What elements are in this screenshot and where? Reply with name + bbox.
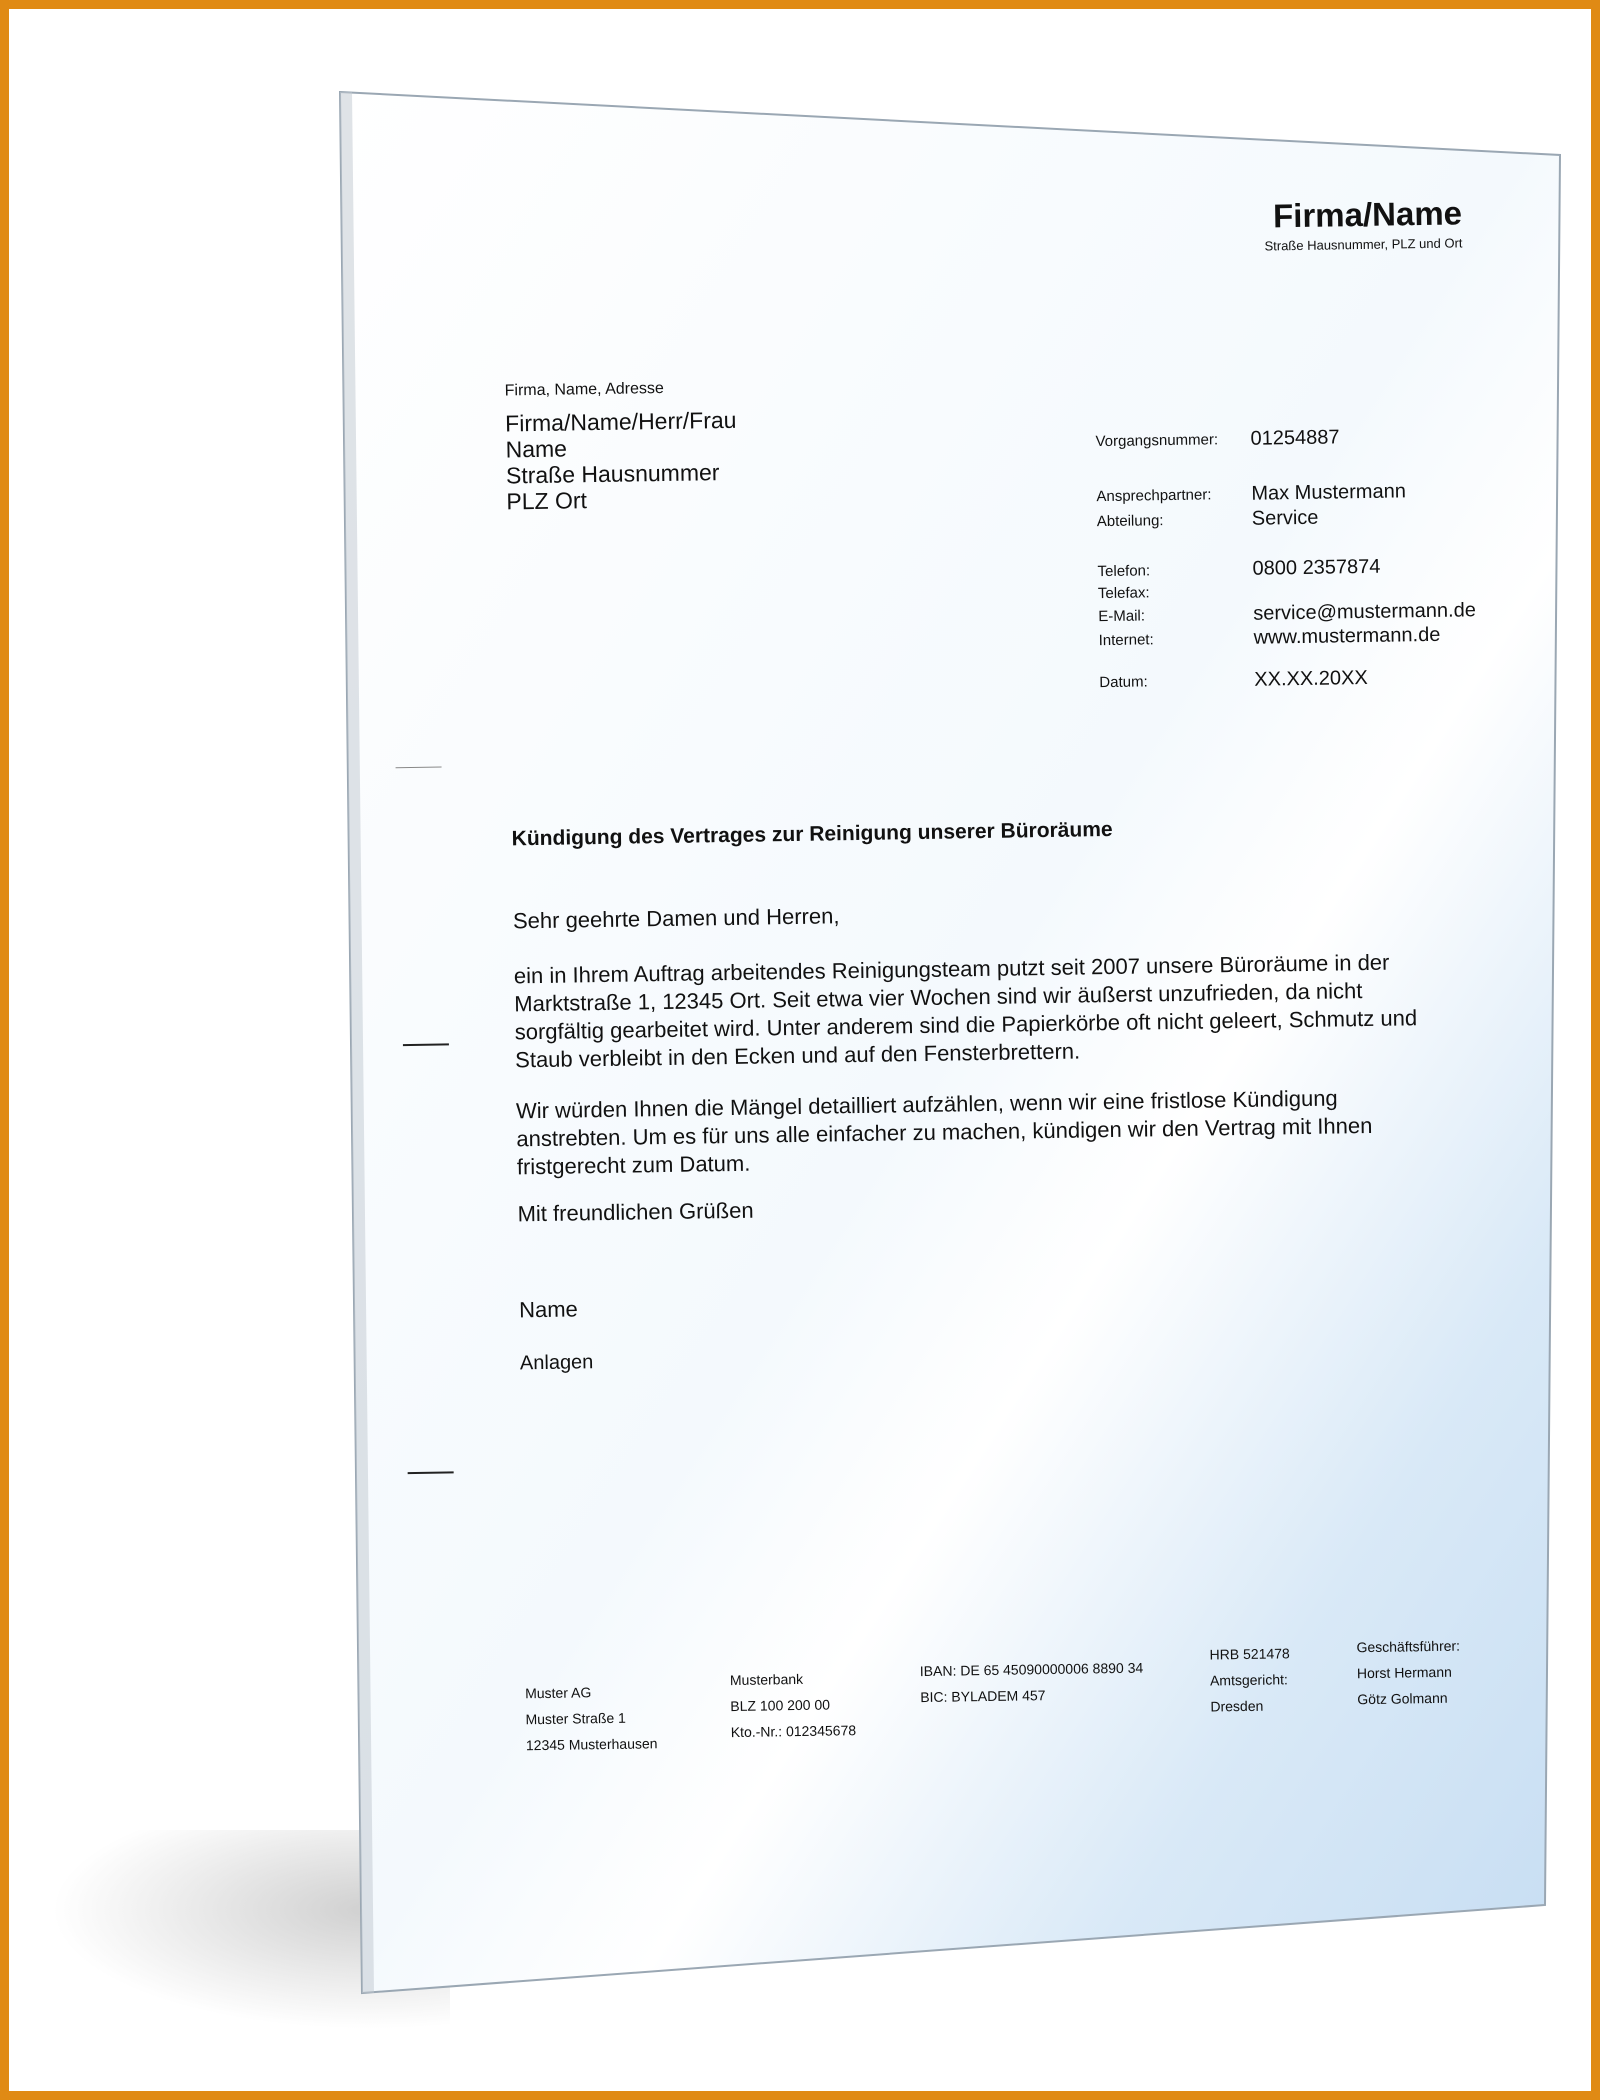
footer-register — [1209, 1640, 1290, 1719]
footer-iban — [920, 1655, 1144, 1711]
date-label: Datum: — [1099, 673, 1148, 692]
fold-mark — [396, 766, 442, 768]
body-paragraph: Wir würden Ihnen die Mängel detailliert aufzählen, wenn wir eine fristlose Kündigung anstrebten. Um es für uns alle einfacher zu machen, kündigen wir den Vertrag mit Ihnen fristgerecht zum Datum. — [515, 1085, 1373, 1180]
department-label: Abteilung: — [1096, 512, 1164, 531]
body-paragraph: ein in Ihrem Auftrag arbeitendes Reinigungsteam putzt seit 2007 unsere Büroräume in der Marktstraße 1, 12345 Ort. Seit etwa vier Wochen sind wir äußerst unzufrieden, da nicht sorgfältig gearbeitet wird. Unter anderem sind die Papierkörbe oft nicht geleert, Schmutz und Staub verbleibt in den Ecken und auf den Fensterbrettern. — [513, 949, 1418, 1073]
footer-line: Götz Golmann — [1357, 1689, 1448, 1708]
recipient-line: Firma/Name/Herr/Frau — [504, 406, 737, 437]
footer-line: IBAN: DE 65 45090000006 8890 34 — [919, 1659, 1144, 1680]
footer-line: Muster Straße 1 — [525, 1709, 627, 1728]
reference-value: 01254887 — [1250, 426, 1340, 450]
attachments-label: Anlagen — [519, 1351, 594, 1375]
salutation: Sehr geehrte Damen und Herren, — [512, 903, 840, 934]
footer-bank — [730, 1665, 857, 1745]
letter-content — [340, 76, 1590, 1985]
punch-mark — [403, 1043, 449, 1046]
recipient-line: Straße Hausnummer — [505, 459, 720, 489]
closing: Mit freundlichen Grüßen — [517, 1197, 754, 1227]
footer-line: Kto.-Nr.: 012345678 — [730, 1722, 857, 1741]
phone-value: 0800 2357874 — [1252, 555, 1381, 580]
footer-line: BLZ 100 200 00 — [730, 1696, 831, 1715]
footer-line: HRB 521478 — [1209, 1645, 1290, 1663]
letter-subject: Kündigung des Vertrages zur Reinigung unserer Büroräume — [511, 817, 1113, 851]
footer-line: Muster AG — [525, 1684, 592, 1702]
footer-line: 12345 Musterhausen — [525, 1735, 658, 1754]
contact-value: Max Mustermann — [1251, 480, 1407, 505]
signature-name: Name — [518, 1296, 578, 1323]
fax-label: Telefax: — [1097, 584, 1150, 603]
internet-value: www.mustermann.de — [1253, 623, 1441, 649]
footer-line: Musterbank — [729, 1670, 804, 1689]
footer-line: Dresden — [1210, 1697, 1264, 1715]
fold-mark — [408, 1471, 454, 1474]
recipient-line: Name — [505, 435, 568, 463]
contact-label: Ansprechpartner: — [1096, 486, 1212, 506]
department-value: Service — [1251, 506, 1319, 530]
internet-label: Internet: — [1098, 631, 1154, 650]
email-label: E-Mail: — [1098, 607, 1146, 626]
footer-line: Horst Hermann — [1356, 1663, 1452, 1682]
footer-line: Geschäftsführer: — [1356, 1637, 1461, 1656]
footer-company — [525, 1678, 658, 1758]
sender-line: Firma, Name, Adresse — [504, 379, 664, 400]
letterhead-address: Straße Hausnummer, PLZ und Ort — [1264, 235, 1463, 254]
footer-management — [1356, 1633, 1461, 1713]
footer-line: BIC: BYLADEM 457 — [920, 1687, 1046, 1706]
letterhead-company: Firma/Name — [1272, 194, 1463, 235]
phone-label: Telefon: — [1097, 562, 1151, 581]
reference-label: Vorgangsnummer: — [1095, 431, 1219, 451]
email-value: service@mustermann.de — [1253, 599, 1477, 625]
footer-line: Amtsgericht: — [1209, 1671, 1288, 1689]
date-value: XX.XX.20XX — [1254, 666, 1368, 691]
recipient-line: PLZ Ort — [506, 487, 588, 515]
